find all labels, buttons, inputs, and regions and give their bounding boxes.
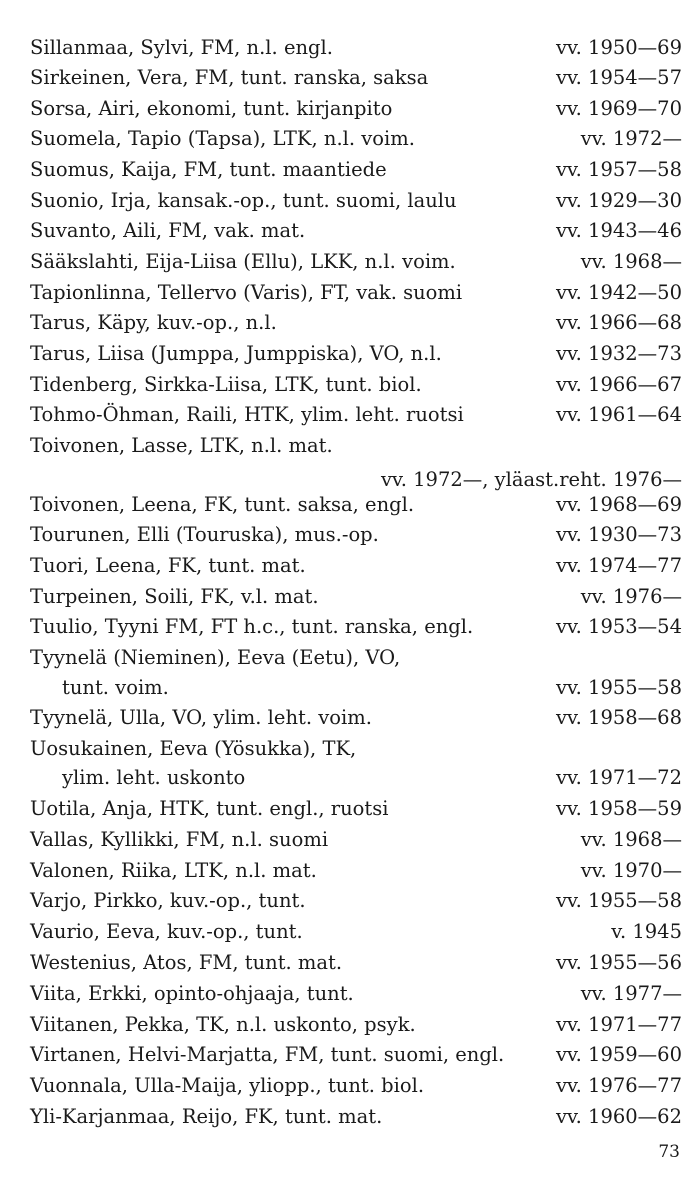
staff-name: Sääkslahti, Eija-Liisa (Ellu), LKK, n.l. voim. bbox=[30, 250, 456, 273]
service-years: vv. 1958—68 bbox=[555, 706, 682, 729]
list-item bbox=[62, 673, 682, 703]
staff-name: Tyynelä (Nieminen), Eeva (Eetu), VO, bbox=[30, 646, 401, 669]
service-years: vv. 1957—58 bbox=[555, 158, 682, 181]
service-years: vv. 1959—60 bbox=[555, 1043, 682, 1066]
list-item bbox=[30, 155, 682, 185]
list-item bbox=[30, 1010, 682, 1040]
staff-name: Vaurio, Eeva, kuv.-op., tunt. bbox=[30, 920, 303, 943]
staff-name: Yli-Karjanmaa, Reijo, FK, tunt. mat. bbox=[30, 1105, 383, 1128]
staff-name: Tyynelä, Ulla, VO, ylim. leht. voim. bbox=[30, 706, 372, 729]
list-item bbox=[30, 856, 682, 886]
staff-name: Sorsa, Airi, ekonomi, tunt. kirjanpito bbox=[30, 97, 393, 120]
staff-name: Vuonnala, Ulla-Maija, yliopp., tunt. biol. bbox=[30, 1074, 425, 1097]
list-item bbox=[30, 94, 682, 124]
list-item bbox=[30, 431, 682, 461]
staff-name: Tarus, Liisa (Jumppa, Jumppiska), VO, n.l. bbox=[30, 342, 442, 365]
service-years: vv. 1971—72 bbox=[555, 766, 682, 789]
list-item bbox=[30, 124, 682, 154]
service-years: vv. 1955—56 bbox=[555, 951, 682, 974]
service-years: vv. 1930—73 bbox=[555, 523, 682, 546]
list-item bbox=[30, 400, 682, 430]
service-years: vv. 1968— bbox=[580, 828, 682, 851]
list-item bbox=[30, 1040, 682, 1070]
staff-name: Virtanen, Helvi-Marjatta, FM, tunt. suomi, engl. bbox=[30, 1043, 505, 1066]
staff-name: Suomela, Tapio (Tapsa), LTK, n.l. voim. bbox=[30, 127, 415, 150]
list-item bbox=[30, 948, 682, 978]
list-item bbox=[30, 63, 682, 93]
list-item bbox=[30, 794, 682, 824]
service-years: vv. 1960—62 bbox=[555, 1105, 682, 1128]
staff-name: Suomus, Kaija, FM, tunt. maantiede bbox=[30, 158, 387, 181]
list-item bbox=[30, 979, 682, 1009]
staff-name: Uosukainen, Eeva (Yösukka), TK, bbox=[30, 737, 357, 760]
staff-name: Viita, Erkki, opinto-ohjaaja, tunt. bbox=[30, 982, 354, 1005]
service-years: vv. 1953—54 bbox=[555, 615, 682, 638]
staff-name: Tapionlinna, Tellervo (Varis), FT, vak. suomi bbox=[30, 281, 463, 304]
list-item bbox=[62, 763, 682, 793]
staff-name: Suvanto, Aili, FM, vak. mat. bbox=[30, 219, 306, 242]
staff-name: Westenius, Atos, FM, tunt. mat. bbox=[30, 951, 343, 974]
list-item bbox=[30, 216, 682, 246]
service-years: vv. 1966—68 bbox=[555, 311, 682, 334]
staff-name: Tarus, Käpy, kuv.-op., n.l. bbox=[30, 311, 277, 334]
list-item bbox=[30, 308, 682, 338]
staff-name: Viitanen, Pekka, TK, n.l. uskonto, psyk. bbox=[30, 1013, 416, 1036]
staff-name: tunt. voim. bbox=[62, 676, 169, 699]
service-years: vv. 1955—58 bbox=[555, 676, 682, 699]
list-item bbox=[30, 278, 682, 308]
staff-name: Sirkeinen, Vera, FM, tunt. ranska, saksa bbox=[30, 66, 429, 89]
service-years: vv. 1955—58 bbox=[555, 889, 682, 912]
staff-name: Suonio, Irja, kansak.-op., tunt. suomi, laulu bbox=[30, 189, 457, 212]
list-item bbox=[30, 582, 682, 612]
staff-name: ylim. leht. uskonto bbox=[62, 766, 246, 789]
list-item bbox=[30, 643, 682, 673]
list-item bbox=[30, 1071, 682, 1101]
service-years: vv. 1943—46 bbox=[555, 219, 682, 242]
service-years: vv. 1961—64 bbox=[555, 403, 682, 426]
staff-name: Sillanmaa, Sylvi, FM, n.l. engl. bbox=[30, 36, 333, 59]
list-item bbox=[30, 186, 682, 216]
list-item bbox=[30, 520, 682, 550]
service-years: vv. 1972— bbox=[580, 127, 682, 150]
service-years: vv. 1970— bbox=[580, 859, 682, 882]
staff-name: Toivonen, Leena, FK, tunt. saksa, engl. bbox=[30, 493, 415, 516]
service-years: vv. 1929—30 bbox=[555, 189, 682, 212]
list-item bbox=[30, 370, 682, 400]
list-item bbox=[30, 734, 682, 764]
staff-name: Toivonen, Lasse, LTK, n.l. mat. bbox=[30, 434, 333, 457]
service-years: vv. 1932—73 bbox=[555, 342, 682, 365]
staff-name: Tuulio, Tyyni FM, FT h.c., tunt. ranska, engl. bbox=[30, 615, 474, 638]
staff-name: Tuori, Leena, FK, tunt. mat. bbox=[30, 554, 306, 577]
staff-name: Uotila, Anja, HTK, tunt. engl., ruotsi bbox=[30, 797, 389, 820]
service-years: vv. 1942—50 bbox=[555, 281, 682, 304]
service-years: vv. 1968— bbox=[580, 250, 682, 273]
staff-name: Tidenberg, Sirkka-Liisa, LTK, tunt. biol. bbox=[30, 373, 422, 396]
service-years: vv. 1966—67 bbox=[555, 373, 682, 396]
service-years: vv. 1958—59 bbox=[555, 797, 682, 820]
list-item bbox=[30, 490, 682, 520]
service-years: v. 1945 bbox=[611, 920, 682, 943]
service-years: vv. 1976—77 bbox=[555, 1074, 682, 1097]
staff-name: Tourunen, Elli (Touruska), mus.-op. bbox=[30, 523, 379, 546]
service-years: vv. 1971—77 bbox=[555, 1013, 682, 1036]
list-item bbox=[30, 33, 682, 63]
list-item bbox=[30, 612, 682, 642]
list-item bbox=[30, 551, 682, 581]
list-item bbox=[30, 703, 682, 733]
service-years: vv. 1974—77 bbox=[555, 554, 682, 577]
service-years: vv. 1972—, yläast.reht. 1976— bbox=[381, 468, 682, 491]
list-item bbox=[30, 825, 682, 855]
staff-name: Varjo, Pirkko, kuv.-op., tunt. bbox=[30, 889, 306, 912]
staff-name: Tohmo-Öhman, Raili, HTK, ylim. leht. ruotsi bbox=[30, 403, 464, 426]
list-item bbox=[30, 1102, 682, 1132]
list-item bbox=[30, 917, 682, 947]
service-years: vv. 1969—70 bbox=[555, 97, 682, 120]
service-years: vv. 1968—69 bbox=[555, 493, 682, 516]
page-number: 73 bbox=[658, 1142, 680, 1162]
staff-name: Vallas, Kyllikki, FM, n.l. suomi bbox=[30, 828, 329, 851]
service-years: vv. 1954—57 bbox=[555, 66, 682, 89]
service-years: vv. 1977— bbox=[580, 982, 682, 1005]
list-item bbox=[30, 339, 682, 369]
list-item bbox=[30, 886, 682, 916]
service-years: vv. 1950—69 bbox=[555, 36, 682, 59]
service-years: vv. 1976— bbox=[580, 585, 682, 608]
list-item bbox=[30, 247, 682, 277]
staff-name: Turpeinen, Soili, FK, v.l. mat. bbox=[30, 585, 319, 608]
staff-name: Valonen, Riika, LTK, n.l. mat. bbox=[30, 859, 317, 882]
